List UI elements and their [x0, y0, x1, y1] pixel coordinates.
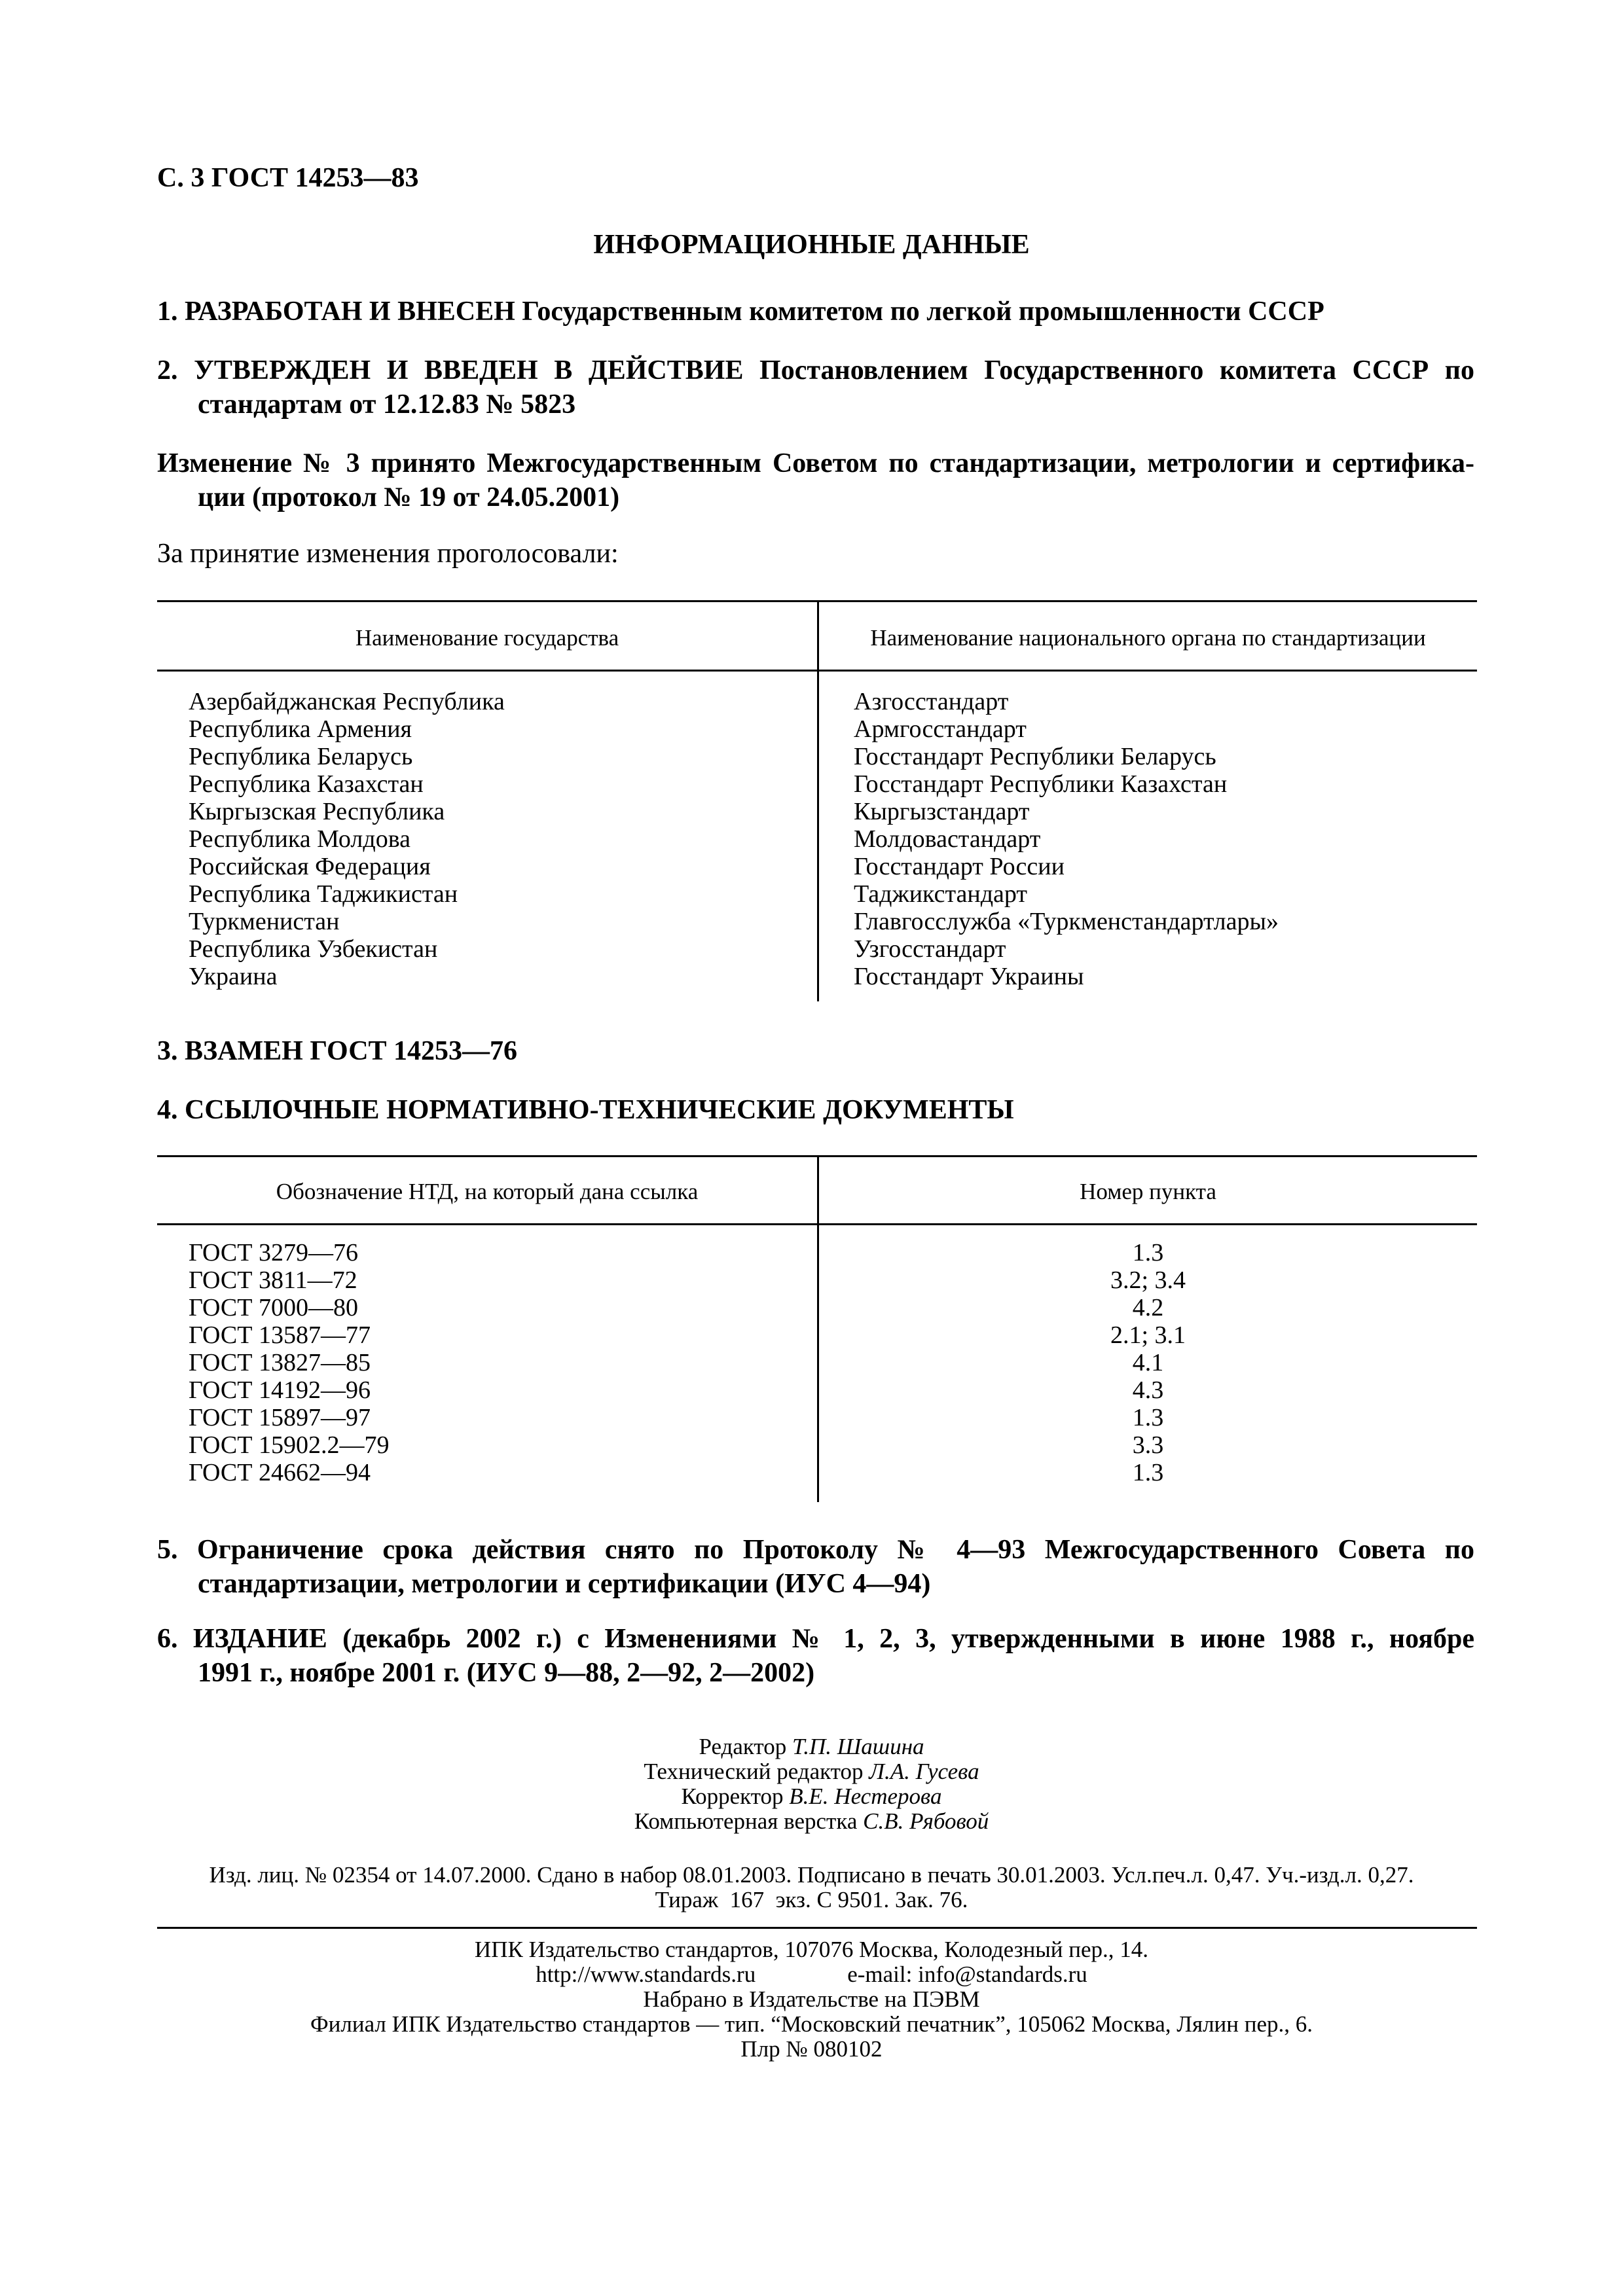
print-info-line2: Тираж 167 экз. С 9501. Зак. 76. [655, 1887, 968, 1912]
item-edition-line2: 1991 г., ноябре 2001 г. (ИУС 9—88, 2—92, 2—2002) [198, 1658, 815, 1688]
table-column-divider [817, 600, 819, 1001]
list-item: 4.2 [1132, 1294, 1164, 1321]
item-approved-line2: стандартам от 12.12.83 № 5823 [198, 389, 576, 420]
list-item: 3.2; 3.4 [1110, 1266, 1186, 1294]
print-info-line1: Изд. лиц. № 02354 от 14.07.2000. Сдано в набор 08.01.2003. Подписано в печать 30.01.2003. Усл.печ.л. 0,47. Уч.-изд.л. 0,27. [209, 1862, 1414, 1888]
list-item: Госстандарт Республики Казахстан [854, 770, 1228, 798]
list-item: 2.1; 3.1 [1110, 1321, 1186, 1349]
credit-person: В.Е. Нестерова [789, 1784, 942, 1809]
states-table [157, 600, 1477, 1003]
credit-proofreader [0, 1784, 1623, 1809]
list-item: Главгосслужба «Туркменстандартлары» [854, 908, 1279, 935]
change-note-line1: Изменение № 3 принято Межгосударственным Советом по стандартизации, метрологии и сертифика- [157, 448, 1474, 478]
item-edition-line1: 6. ИЗДАНИЕ (декабрь 2002 г.) с Изменениями № 1, 2, 3, утвержденными в июне 1988 г., ноябре [157, 1624, 1474, 1654]
list-item: 1.3 [1132, 1239, 1164, 1266]
list-item: Армгосстандарт [854, 715, 1027, 743]
item-approved [157, 353, 1474, 422]
publisher-address: ИПК Издательство стандартов, 107076 Москва, Колодезный пер., 14. [474, 1937, 1149, 1962]
item-approved-line1: 2. УТВЕРЖДЕН И ВВЕДЕН В ДЕЙСТВИЕ Постановлением Государственного комитета СССР по [157, 355, 1474, 386]
list-item: ГОСТ 3279—76 [189, 1239, 358, 1266]
item-validity-line1: 5. Ограничение срока действия снято по Протоколу № 4—93 Межгосударственного Совета по [157, 1535, 1474, 1565]
credit-label: Корректор [681, 1784, 784, 1809]
item-edition [157, 1622, 1474, 1690]
points-list [819, 1239, 1477, 1486]
list-item: Кыргызстандарт [854, 798, 1030, 825]
publisher-license: Плр № 080102 [740, 2036, 883, 2062]
list-item: ГОСТ 15897—97 [189, 1404, 371, 1431]
credit-editor [0, 1734, 1623, 1759]
publisher-typeset: Набрано в Издательстве на ПЭВМ [643, 1986, 980, 2012]
bodies-col-header: Наименование национального органа по стандартизации [870, 625, 1426, 651]
list-item: Таджикстандарт [854, 880, 1028, 908]
item-developed: 1. РАЗРАБОТАН И ВНЕСЕН Государственным комитетом по легкой промышленности СССР [157, 296, 1324, 327]
list-item: ГОСТ 7000—80 [189, 1294, 358, 1321]
list-item: 4.3 [1132, 1376, 1164, 1404]
publisher-block [0, 1937, 1623, 2062]
docs-col-header: Обозначение НТД, на который дана ссылка [276, 1179, 699, 1204]
states-list [189, 688, 505, 990]
list-item: Госстандарт Украины [854, 963, 1084, 990]
points-col-header: Номер пункта [1080, 1179, 1216, 1204]
list-item: ГОСТ 3811—72 [189, 1266, 357, 1294]
publisher-url: http://www.standards.ru [536, 1962, 756, 1987]
references-table [157, 1155, 1477, 1502]
list-item: Республика Узбекистан [189, 935, 438, 963]
change-note [157, 446, 1474, 514]
list-item: ГОСТ 13827—85 [189, 1349, 371, 1376]
voted-caption: За принятие изменения проголосовали: [157, 539, 619, 569]
publisher-contacts [0, 1962, 1623, 1987]
publisher-email: e-mail: info@standards.ru [847, 1962, 1087, 1987]
list-item: Азгосстандарт [854, 688, 1009, 715]
list-item: 1.3 [1132, 1404, 1164, 1431]
list-item: Республика Армения [189, 715, 412, 743]
publisher-branch: Филиал ИПК Издательство стандартов — тип. “Московский печатник”, 105062 Москва, Лялин пер., 6. [310, 2011, 1313, 2037]
list-item: Российская Федерация [189, 853, 431, 880]
list-item: Республика Молдова [189, 825, 411, 853]
list-item: ГОСТ 13587—77 [189, 1321, 371, 1349]
credit-label: Технический редактор [644, 1759, 864, 1784]
list-item: Республика Беларусь [189, 743, 413, 770]
list-item: Республика Казахстан [189, 770, 424, 798]
credit-person: С.В. Рябовой [863, 1808, 989, 1834]
credits-block [0, 1734, 1623, 1834]
item-validity [157, 1533, 1474, 1601]
list-item: Азербайджанская Республика [189, 688, 505, 715]
publisher-divider [157, 1927, 1477, 1929]
list-item: ГОСТ 15902.2—79 [189, 1431, 390, 1459]
list-item: 1.3 [1132, 1459, 1164, 1486]
list-item: Республика Таджикистан [189, 880, 458, 908]
item-replaces: 3. ВЗАМЕН ГОСТ 14253—76 [157, 1036, 518, 1066]
states-col-header: Наименование государства [355, 625, 619, 651]
credit-layout [0, 1809, 1623, 1834]
item-validity-line2: стандартизации, метрологии и сертификации (ИУС 4—94) [198, 1569, 931, 1599]
list-item: 4.1 [1132, 1349, 1164, 1376]
list-item: Узгосстандарт [854, 935, 1006, 963]
item-references: 4. ССЫЛОЧНЫЕ НОРМАТИВНО-ТЕХНИЧЕСКИЕ ДОКУМЕНТЫ [157, 1095, 1014, 1125]
credit-person: Л.А. Гусева [869, 1759, 979, 1784]
docs-list [189, 1239, 390, 1486]
bodies-list [854, 688, 1279, 990]
list-item: Кыргызская Республика [189, 798, 445, 825]
credit-label: Компьютерная верстка [634, 1808, 858, 1834]
list-item: Госстандарт Республики Беларусь [854, 743, 1216, 770]
page-title: ИНФОРМАЦИОННЫЕ ДАННЫЕ [593, 230, 1030, 260]
list-item: Украина [189, 963, 278, 990]
credit-tech-editor [0, 1759, 1623, 1784]
page-reference: С. 3 ГОСТ 14253—83 [157, 163, 419, 193]
credit-label: Редактор [699, 1734, 787, 1759]
list-item: Молдовастандарт [854, 825, 1041, 853]
list-item: ГОСТ 24662—94 [189, 1459, 371, 1486]
list-item: Туркменистан [189, 908, 340, 935]
print-info [0, 1863, 1623, 1912]
list-item: ГОСТ 14192—96 [189, 1376, 371, 1404]
list-item: 3.3 [1132, 1431, 1164, 1459]
change-note-line2: ции (протокол № 19 от 24.05.2001) [198, 482, 620, 512]
list-item: Госстандарт России [854, 853, 1065, 880]
credit-person: Т.П. Шашина [792, 1734, 924, 1759]
